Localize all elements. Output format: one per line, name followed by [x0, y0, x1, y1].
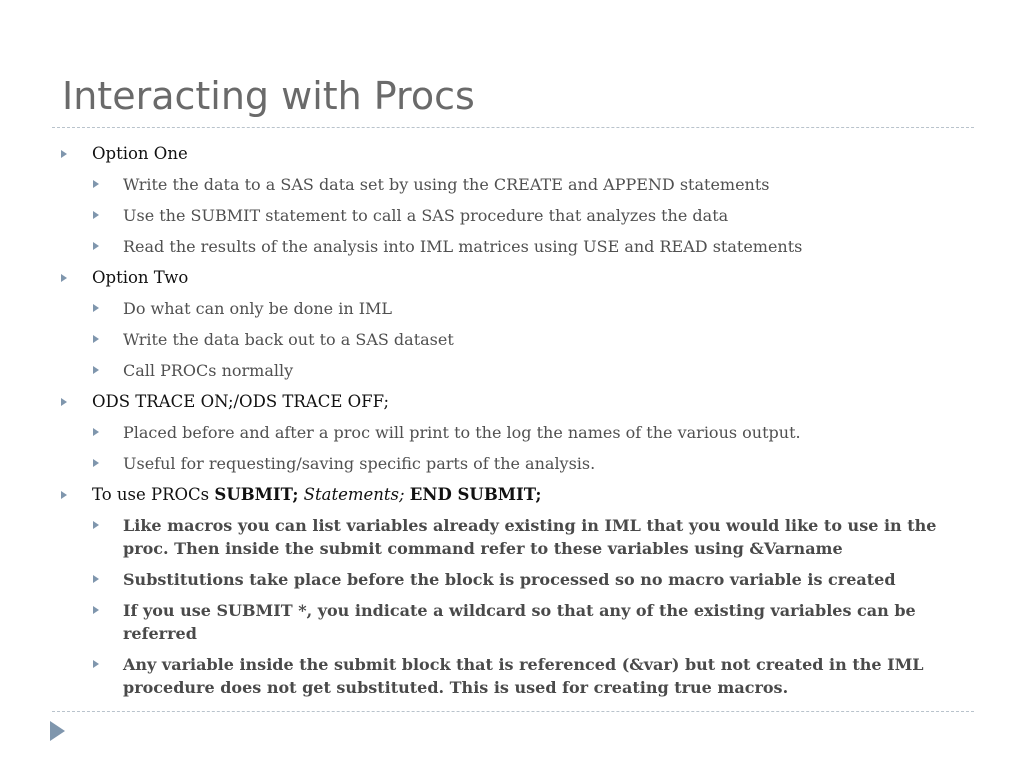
bullet-text-prefix: To use PROCs — [92, 485, 215, 504]
sub-bullet — [60, 421, 960, 444]
sub-bullet — [60, 568, 960, 591]
triangle-bullet-icon — [93, 242, 99, 250]
triangle-bullet-icon — [61, 274, 67, 282]
sub-bullet-text: Write the data to a SAS data set by using the CREATE and APPEND statements — [123, 175, 770, 194]
bullet-to-use-procs — [60, 484, 960, 506]
title-divider — [52, 127, 974, 128]
sub-bullet-text: Like macros you can list variables already existing in IML that you would like to use in the proc. Then inside the submit command refer to these variables using &Varname — [123, 516, 937, 558]
triangle-bullet-icon — [93, 660, 99, 668]
sub-bullet-text: Useful for requesting/saving specific parts of the analysis. — [123, 454, 596, 473]
triangle-bullet-icon — [93, 606, 99, 614]
slide-title: Interacting with Procs — [62, 74, 475, 118]
sub-bullet — [60, 599, 960, 645]
triangle-bullet-icon — [93, 335, 99, 343]
triangle-bullet-icon — [93, 180, 99, 188]
slide-content — [60, 143, 960, 699]
sub-bullet — [60, 204, 960, 227]
end-submit-keyword: END SUBMIT; — [409, 485, 542, 504]
bullet-text: Option Two — [92, 268, 189, 287]
sub-bullet-text: Use the SUBMIT statement to call a SAS procedure that analyzes the data — [123, 206, 729, 225]
bullet-option-one — [60, 143, 960, 165]
sub-bullet — [60, 173, 960, 196]
triangle-bullet-icon — [93, 211, 99, 219]
sub-bullet-text: Substitutions take place before the block is processed so no macro variable is created — [123, 570, 896, 589]
sub-bullet — [60, 514, 960, 560]
sub-bullet — [60, 328, 960, 351]
triangle-bullet-icon — [61, 150, 67, 158]
sub-bullet-text: If you use SUBMIT *, you indicate a wildcard so that any of the existing variables can be referred — [123, 601, 916, 643]
footer-divider — [52, 711, 974, 712]
sub-bullet-text: Do what can only be done in IML — [123, 299, 393, 318]
sub-bullet-text: Write the data back out to a SAS dataset — [123, 330, 454, 349]
triangle-bullet-icon — [61, 491, 67, 499]
sub-bullet-text: Placed before and after a proc will print to the log the names of the various output. — [123, 423, 801, 442]
triangle-bullet-icon — [93, 428, 99, 436]
sub-bullet — [60, 297, 960, 320]
bullet-ods-trace — [60, 391, 960, 413]
sub-bullet-text: Any variable inside the submit block that is referenced (&var) but not created in the IML procedure does not get substituted. This is used for creating true macros. — [123, 655, 924, 697]
triangle-bullet-icon — [93, 575, 99, 583]
sub-bullet-text: Read the results of the analysis into IML matrices using USE and READ statements — [123, 237, 803, 256]
sub-bullet — [60, 452, 960, 475]
bullet-text: ODS TRACE ON;/ODS TRACE OFF; — [92, 392, 390, 411]
triangle-bullet-icon — [93, 366, 99, 374]
triangle-bullet-icon — [93, 521, 99, 529]
sub-bullet — [60, 359, 960, 382]
submit-keyword: SUBMIT; — [214, 485, 299, 504]
bullet-text: Option One — [92, 144, 188, 163]
sub-bullet — [60, 235, 960, 258]
statements-placeholder: Statements; — [303, 485, 405, 504]
sub-bullet-text: Call PROCs normally — [123, 361, 294, 380]
bullet-option-two — [60, 267, 960, 289]
triangle-bullet-icon — [93, 459, 99, 467]
triangle-bullet-icon — [61, 398, 67, 406]
next-slide-arrow-icon[interactable] — [50, 721, 65, 741]
sub-bullet — [60, 653, 960, 699]
triangle-bullet-icon — [93, 304, 99, 312]
